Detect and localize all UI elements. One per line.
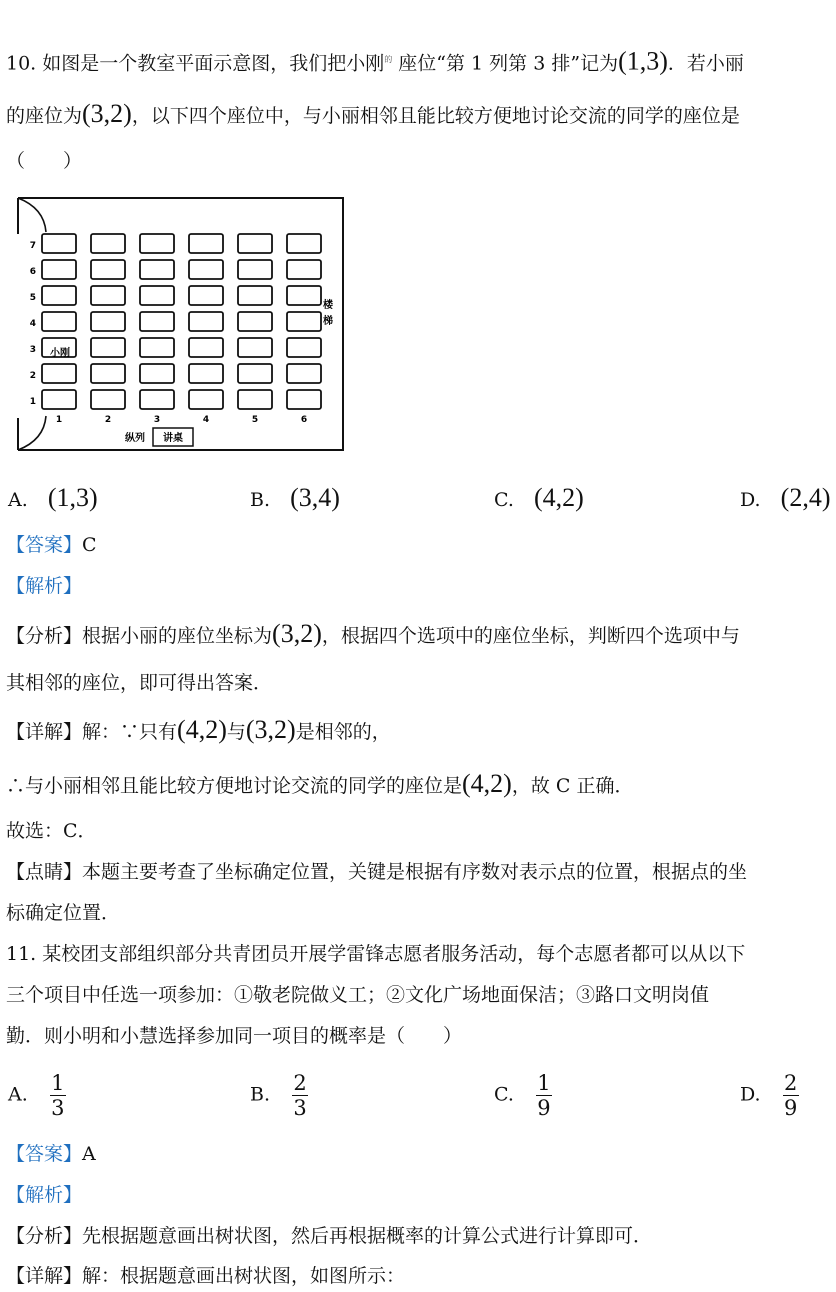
q10-option-a[interactable] <box>8 478 98 520</box>
dianjing-tag: 【点睛】 <box>6 861 83 883</box>
option-fraction <box>783 1072 799 1119</box>
option-letter: A. <box>8 489 28 511</box>
q10-math: (3,2) <box>82 99 132 128</box>
q11-option-c[interactable] <box>494 1072 552 1119</box>
fenxi-tag: 【分析】 <box>6 625 83 647</box>
therefore-math: (4,2) <box>462 769 512 798</box>
q10-dianjing-line-2 <box>6 897 120 929</box>
q10-option-b[interactable] <box>250 478 340 520</box>
option-letter: A. <box>8 1083 28 1106</box>
numerator: 1 <box>537 1071 551 1095</box>
seat <box>287 312 321 331</box>
option-fraction <box>536 1072 552 1119</box>
q11-analysis-heading <box>6 1179 82 1211</box>
seat <box>140 338 174 357</box>
q11-text: 勤．则小明和小慧选择参加同一项目的概率是（ ） <box>6 1025 463 1047</box>
q11-line-1 <box>6 938 745 970</box>
option-letter: C. <box>494 1083 514 1106</box>
therefore-text: ∴与小丽相邻且能比较方便地讨论交流的同学的座位是 <box>6 775 463 797</box>
q10-text: 的座位为 <box>6 105 83 127</box>
stairs-label-2: 梯 <box>323 316 333 327</box>
q10-text: ，以下四个座位中，与小丽相邻且能比较方便地讨论交流的同学的座位是 <box>131 105 740 127</box>
xiaogang-seat-label: 小刚 <box>50 348 70 359</box>
seat <box>42 390 76 409</box>
seat <box>238 364 272 383</box>
stairs-label-1: 楼 <box>323 300 333 311</box>
denominator: 3 <box>293 1096 307 1120</box>
q10-option-d[interactable] <box>740 478 830 520</box>
q10-line-3 <box>6 145 82 177</box>
fenxi-text: 根据小丽的座位坐标为 <box>82 625 273 647</box>
therefore-text: ，故 C 正确． <box>511 775 634 797</box>
q10-answer <box>6 529 97 561</box>
seat <box>287 260 321 279</box>
denominator: 3 <box>51 1096 65 1120</box>
q11-option-b[interactable] <box>250 1072 308 1119</box>
q10-math: (1,3) <box>618 46 668 76</box>
option-fraction <box>50 1072 66 1119</box>
seat <box>287 338 321 357</box>
numerator: 1 <box>51 1071 65 1095</box>
seat <box>91 390 125 409</box>
seat <box>287 364 321 383</box>
q10-line-1 <box>6 44 744 79</box>
q10-tiny-mark: 的 <box>384 55 393 64</box>
seat <box>189 364 223 383</box>
option-value: (4,2) <box>533 483 584 512</box>
option-letter: D. <box>740 1083 761 1106</box>
row-label: 6 <box>29 267 36 277</box>
seat <box>238 312 272 331</box>
analysis-tag: 【解析】 <box>6 575 83 597</box>
seat <box>91 286 125 305</box>
seat <box>238 286 272 305</box>
numerator: 2 <box>293 1071 307 1095</box>
dianjing-text: 本题主要考查了坐标确定位置，关键是根据有序数对表示点的位置，根据点的坐 <box>82 861 748 883</box>
q10-fenxi-line-1 <box>6 618 740 652</box>
column-label: 5 <box>251 415 259 425</box>
seat <box>287 234 321 253</box>
seat <box>91 364 125 383</box>
q10-analysis-heading <box>6 570 82 602</box>
seat <box>140 390 174 409</box>
xiangjie-math: (3,2) <box>245 715 296 744</box>
seat <box>238 390 272 409</box>
column-label: 2 <box>104 415 112 425</box>
seat <box>42 260 76 279</box>
q11-text: 11. 某校团支部组织部分共青团员开展学雷锋志愿者服务活动，每个志愿者都可以从以下 <box>6 943 746 965</box>
fenxi-text: ，根据四个选项中的座位坐标，判断四个选项中与 <box>321 625 740 647</box>
q10-text: 10. 如图是一个教室平面示意图，我们把小刚 <box>6 52 385 75</box>
option-letter: C. <box>494 489 514 511</box>
q11-fenxi-line <box>6 1220 652 1252</box>
analysis-tag: 【解析】 <box>6 1184 83 1206</box>
seat <box>189 234 223 253</box>
option-value: (1,3) <box>47 483 98 512</box>
seat <box>140 312 174 331</box>
q11-option-a[interactable] <box>8 1072 66 1119</box>
seat <box>42 286 76 305</box>
row-label: 2 <box>29 371 36 381</box>
seat <box>140 286 174 305</box>
seat <box>42 312 76 331</box>
seat <box>189 390 223 409</box>
seat <box>189 260 223 279</box>
seat <box>238 338 272 357</box>
q11-xiangjie-line <box>6 1260 405 1292</box>
seat <box>189 312 223 331</box>
seat <box>140 260 174 279</box>
option-value: (2,4) <box>780 483 831 512</box>
seat <box>238 234 272 253</box>
column-label: 3 <box>153 415 161 425</box>
q10-xiangjie-line <box>6 714 391 748</box>
fenxi-text: 其相邻的座位，即可得出答案． <box>6 672 273 694</box>
xiangjie-text: 解：根据题意画出树状图，如图所示： <box>82 1265 406 1287</box>
answer-tag: 【答案】 <box>6 1143 83 1165</box>
option-letter: B. <box>250 489 271 511</box>
q11-option-d[interactable] <box>740 1072 799 1119</box>
q10-line-2 <box>6 98 740 132</box>
answer-tag: 【答案】 <box>6 534 83 556</box>
q10-therefore-line <box>6 768 633 802</box>
q11-text: 三个项目中任选一项参加：①敬老院做义工；②文化广场地面保洁；③路口文明岗值 <box>6 984 710 1006</box>
seat <box>287 286 321 305</box>
q11-answer <box>6 1138 96 1170</box>
xiangjie-tag: 【详解】 <box>6 721 83 743</box>
q10-option-c[interactable] <box>494 478 584 520</box>
classroom-figure <box>10 192 350 462</box>
option-letter: D. <box>740 489 761 511</box>
q10-text: 座位“第 1 列第 3 排”记为 <box>392 52 619 75</box>
seat <box>91 260 125 279</box>
choose-text: 故选：C． <box>6 820 97 842</box>
seat <box>91 338 125 357</box>
seat <box>91 312 125 331</box>
column-label: 1 <box>55 415 63 425</box>
option-fraction <box>292 1072 308 1119</box>
row-label: 1 <box>29 397 36 407</box>
column-label: 4 <box>202 415 210 425</box>
xiangjie-text: 是相邻的， <box>295 721 391 743</box>
seat <box>42 364 76 383</box>
q10-fenxi-line-2 <box>6 667 272 699</box>
dianjing-text: 标确定位置． <box>6 902 121 924</box>
q10-text: ．若小丽 <box>667 52 744 75</box>
seat <box>189 286 223 305</box>
seat <box>238 260 272 279</box>
column-axis-label: 纵列 <box>125 433 145 444</box>
xiangjie-text: 与 <box>226 721 246 743</box>
q10-blank: （ ） <box>6 150 83 172</box>
row-label: 7 <box>29 241 36 251</box>
seat <box>42 234 76 253</box>
answer-value: A <box>82 1143 96 1165</box>
denominator: 9 <box>537 1096 551 1120</box>
q11-line-3 <box>6 1020 462 1052</box>
q11-line-2 <box>6 979 709 1011</box>
fenxi-tag: 【分析】 <box>6 1225 83 1247</box>
answer-value: C <box>82 534 97 556</box>
denominator: 9 <box>783 1096 798 1120</box>
seat <box>91 234 125 253</box>
q10-dianjing-line-1 <box>6 856 747 888</box>
option-value: (3,4) <box>290 483 340 512</box>
row-label: 3 <box>29 345 36 355</box>
xiangjie-tag: 【详解】 <box>6 1265 83 1287</box>
xiangjie-text: 解：∵只有 <box>82 721 178 743</box>
podium-label: 讲桌 <box>163 433 183 444</box>
column-label: 6 <box>300 415 308 425</box>
fenxi-text: 先根据题意画出树状图，然后再根据概率的计算公式进行计算即可． <box>82 1225 653 1247</box>
seat <box>287 390 321 409</box>
row-label: 5 <box>29 293 36 303</box>
option-letter: B. <box>250 1083 271 1106</box>
xiangjie-math: (4,2) <box>177 715 227 744</box>
seat <box>140 234 174 253</box>
seat <box>140 364 174 383</box>
fenxi-math: (3,2) <box>272 619 322 648</box>
q10-choose-line <box>6 815 97 847</box>
row-label: 4 <box>29 319 36 329</box>
numerator: 2 <box>783 1071 798 1095</box>
seat <box>189 338 223 357</box>
